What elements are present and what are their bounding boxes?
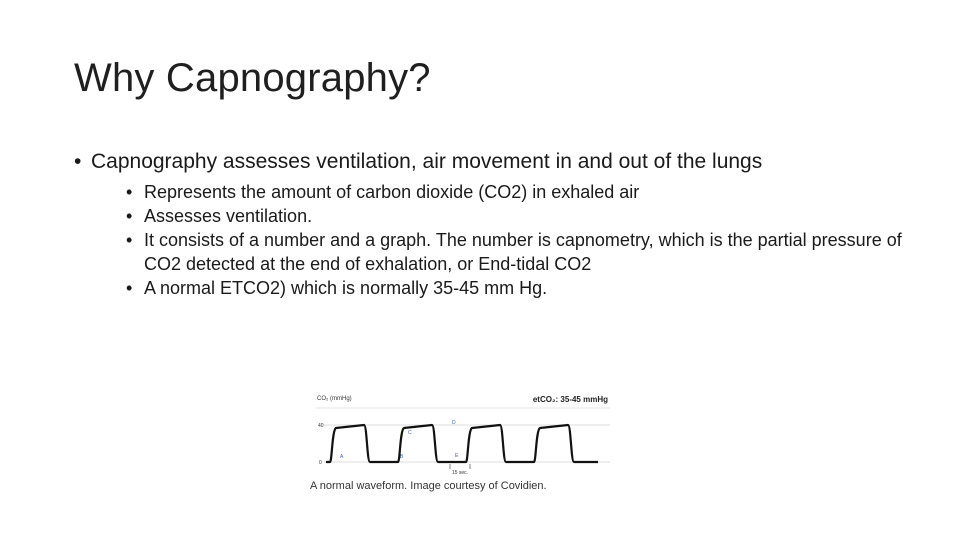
sub-bullet-item xyxy=(126,276,906,300)
capnogram-trace xyxy=(326,425,598,462)
point-label-e: E xyxy=(455,453,459,459)
sub-bullet-item xyxy=(126,180,906,204)
sub-bullet-text: A normal ETCO2) which is normally 35-45 mm Hg. xyxy=(144,278,548,298)
sub-bullet-item xyxy=(126,204,906,228)
sub-bullet-item xyxy=(126,228,906,276)
bullet-item xyxy=(74,148,904,300)
slide-title: Why Capnography? xyxy=(74,56,431,100)
bullet-text: Capnography assesses ventilation, air movement in and out of the lungs xyxy=(91,150,763,173)
capnography-waveform-image xyxy=(310,376,610,496)
point-label-c: C xyxy=(408,430,412,436)
sub-bullet-text: Represents the amount of carbon dioxide (CO2) in exhaled air xyxy=(144,182,640,202)
bullet-marker: • xyxy=(126,230,133,250)
bullet-list xyxy=(74,148,904,300)
y-axis-label: CO₂ (mmHg) xyxy=(317,396,352,402)
bullet-marker: • xyxy=(126,206,133,226)
point-label-a: A xyxy=(340,454,344,460)
tick-label-0: 0 xyxy=(319,460,322,466)
sub-bullet-text: It consists of a number and a graph. The number is capnometry, which is the partial pressure of CO2 detected at the end of exhalation, or End-tidal CO2 xyxy=(144,230,902,274)
point-label-d: D xyxy=(452,420,456,426)
bullet-marker: • xyxy=(74,150,82,173)
tick-label-40: 40 xyxy=(318,423,324,429)
bullet-marker: • xyxy=(126,182,133,202)
sub-bullet-text: Assesses ventilation. xyxy=(144,206,313,226)
figure-caption: A normal waveform. Image courtesy of Covidien. xyxy=(310,480,547,492)
time-scale-label: 15 sec. xyxy=(451,470,469,476)
etco2-range-label: etCO₂: 35-45 mmHg xyxy=(532,395,608,404)
sub-bullet-list xyxy=(126,180,906,300)
point-label-b: B xyxy=(400,454,404,460)
bullet-marker: • xyxy=(126,278,133,298)
